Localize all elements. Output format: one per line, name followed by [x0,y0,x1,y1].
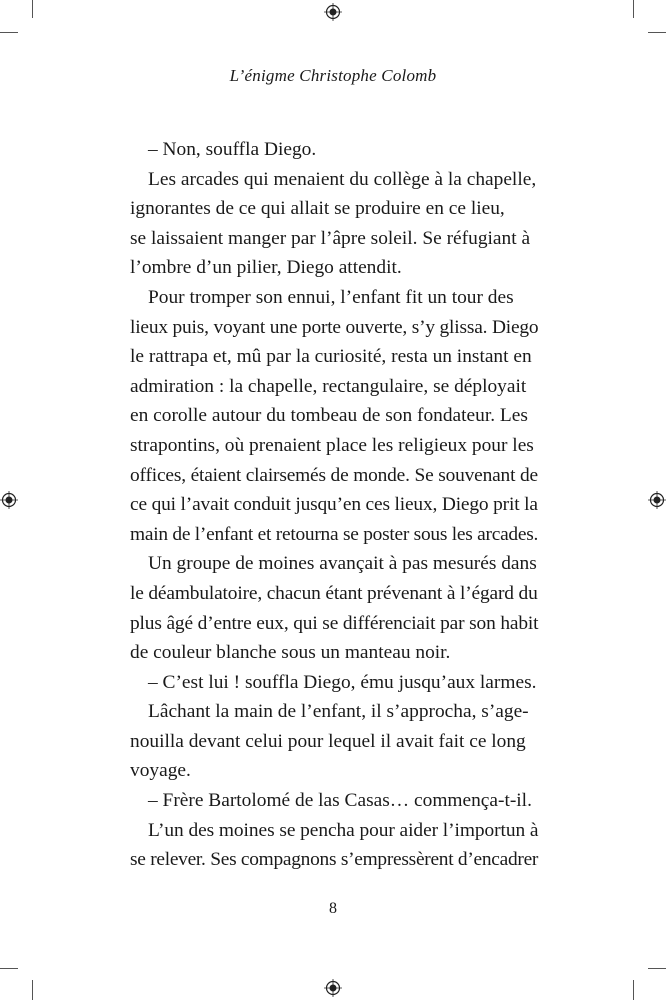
text-line: en corolle autour du tombeau de son fondateur. Les [130,405,528,427]
crop-mark-bottom-left [32,980,33,1000]
text-line: plus âgé d’entre eux, qui se différenciait par son habit [130,612,539,634]
text-line: lieux puis, voyant une porte ouverte, s’y glissa. Diego [130,316,539,338]
registration-mark-right-icon [648,491,666,509]
page-number: 8 [329,900,337,917]
running-header: L’énigme Christophe Colomb [229,66,437,85]
text-line: – Non, souffla Diego. [148,139,317,160]
text-line: le déambulatoire, chacun étant prévenant à l’égard du [130,582,538,604]
text-line: se relever. Ses compagnons s’empressèrent d’encadrer [130,849,539,871]
crop-mark-bottom-right-h [648,968,666,969]
registration-mark-bottom-icon [324,979,342,997]
body-text [130,135,538,875]
text-line: ce qui l’avait conduit jusqu’en ces lieux, Diego prit la [130,494,538,516]
registration-mark-top-icon [324,3,342,21]
crop-mark-bottom-left-h [0,968,18,969]
crop-mark-top-left-h [0,32,18,33]
crop-mark-top-right-h [648,32,666,33]
crop-mark-bottom-right [633,980,634,1000]
text-line: admiration : la chapelle, rectangulaire, se déployait [130,375,527,397]
text-line: ignorantes de ce qui allait se produire en ce lieu, [130,198,505,220]
text-line: – Frère Bartolomé de las Casas… commença-t-il. [148,790,532,812]
text-line: voyage. [130,760,191,782]
text-line: – C’est lui ! souffla Diego, ému jusqu’aux larmes. [148,671,537,693]
text-line: main de l’enfant et retourna se poster sous les arcades. [130,523,539,545]
registration-mark-left-icon [0,491,18,509]
text-line: le rattrapa et, mû par la curiosité, resta un instant en [130,346,532,368]
text-line: L’un des moines se pencha pour aider l’importun à [148,819,539,841]
text-line: offices, étaient clairsemés de monde. Se souvenant de [130,464,538,486]
text-line: l’ombre d’un pilier, Diego attendit. [130,257,402,279]
text-line: Les arcades qui menaient du collège à la chapelle, [148,168,537,190]
text-line: Lâchant la main de l’enfant, il s’approcha, s’age- [148,701,529,723]
crop-mark-top-left [32,0,33,18]
text-line: Un groupe de moines avançait à pas mesurés dans [148,553,537,575]
text-line: de couleur blanche sous un manteau noir. [130,642,451,664]
text-line: strapontins, où prenaient place les religieux pour les [130,434,534,456]
text-line: se laissaient manger par l’âpre soleil. Se réfugiant à [130,227,531,249]
text-line: Pour tromper son ennui, l’enfant fit un tour des [148,286,514,308]
crop-mark-top-right [633,0,634,18]
text-line: nouilla devant celui pour lequel il avait fait ce long [130,730,526,752]
